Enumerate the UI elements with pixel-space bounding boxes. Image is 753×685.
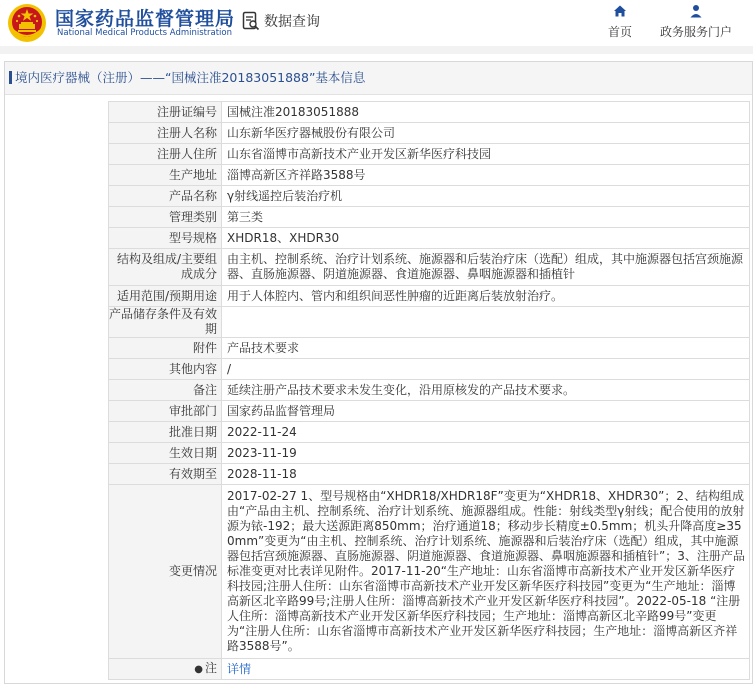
field-label: 型号规格 xyxy=(109,228,222,249)
field-label: 审批部门 xyxy=(109,401,222,422)
table-row xyxy=(109,443,750,464)
field-value: 国械注准20183051888 xyxy=(222,102,750,123)
field-label: 注册人名称 xyxy=(109,123,222,144)
table-row xyxy=(109,338,750,359)
field-value: 产品技术要求 xyxy=(222,338,750,359)
table-row xyxy=(109,186,750,207)
user-icon xyxy=(689,4,703,18)
brand-name-cn[interactable]: 国家药品监督管理局 xyxy=(55,8,236,30)
site-header xyxy=(0,0,753,46)
nav-service-portal-label: 政务服务门户 xyxy=(659,25,732,39)
field-label: 管理类别 xyxy=(109,207,222,228)
nav-home[interactable] xyxy=(603,4,637,40)
table-row xyxy=(109,380,750,401)
field-label: 产品名称 xyxy=(109,186,222,207)
table-row xyxy=(109,102,750,123)
table-row xyxy=(109,249,750,286)
panel-title-text: 境内医疗器械（注册）——“国械注准20183051888”基本信息 xyxy=(15,70,366,85)
field-value: 第三类 xyxy=(222,207,750,228)
note-label xyxy=(109,659,222,680)
data-query-title xyxy=(242,9,320,33)
field-value: 2017-02-27 1、型号规格由“XHDR18/XHDR18F”变更为“XHDR18、XHDR30”；2、结构组成由“产品由主机、控制系统、治疗计划系统、施源器组成。性能：射线类型γ射线；配合使用的放射源为铱-192；最大送源距离850mm；治疗通道18；移动步长精度±0.5mm；机头升降高度≥350mm”变更为“由主机、控制系统、治疗计划系统、施源器和后装治疗床（选配）组成，其中施源器包括宫颈施源器、直肠施源器、阴道施源器、食道施源器、鼻咽施源器和插植针”；3、注册产品标准变更对比表详见附件。2017-11-20“生产地址：山东省淄博市高新技术产业开发区新华医疗科技园;注册人住所：山东省淄博市高新技术产业开发区新华医疗科技园”变更为“生产地址：淄博高新区北辛路99号;注册人住所：淄博高新技术产业开发区新华医疗科技园”。2022-05-18 “注册人住所：淄博高新技术产业开发区新华医疗科技园；生产地址：淄博高新区北辛路99号”变更为“注册人住所：山东省淄博市高新技术产业开发区新华医疗科技园；生产地址：淄博高新区齐祥路3588号”。 xyxy=(222,485,750,659)
pin-icon: ● xyxy=(194,664,203,675)
field-value: γ射线遥控后装治疗机 xyxy=(222,186,750,207)
home-icon xyxy=(613,4,627,18)
field-label: 结构及组成/主要组成成分 xyxy=(109,249,222,286)
table-row xyxy=(109,464,750,485)
panel-title xyxy=(5,62,752,95)
field-value: 淄博高新区齐祥路3588号 xyxy=(222,165,750,186)
field-value: 山东新华医疗器械股份有限公司 xyxy=(222,123,750,144)
table-row xyxy=(109,228,750,249)
field-value: / xyxy=(222,359,750,380)
table-row xyxy=(109,401,750,422)
field-value: 国家药品监督管理局 xyxy=(222,401,750,422)
data-query-label: 数据查询 xyxy=(264,14,320,30)
field-label: 适用范围/预期用途 xyxy=(109,286,222,307)
field-label: 批准日期 xyxy=(109,422,222,443)
field-label: 附件 xyxy=(109,338,222,359)
field-label: 注册证编号 xyxy=(109,102,222,123)
field-value xyxy=(222,307,750,338)
table-row-note xyxy=(109,659,750,680)
field-value: 山东省淄博市高新技术产业开发区新华医疗科技园 xyxy=(222,144,750,165)
note-label-text: 注 xyxy=(204,661,217,675)
details-link[interactable]: 详情 xyxy=(227,661,252,676)
field-value: 2028-11-18 xyxy=(222,464,750,485)
table-row xyxy=(109,286,750,307)
field-label: 变更情况 xyxy=(109,485,222,659)
panel-title-marker xyxy=(9,71,12,84)
field-value: 延续注册产品技术要求未发生变化，沿用原核发的产品技术要求。 xyxy=(222,380,750,401)
field-value: 由主机、控制系统、治疗计划系统、施源器和后装治疗床（选配）组成，其中施源器包括宫颈施源器、直肠施源器、阴道施源器、食道施源器、鼻咽施源器和插植针 xyxy=(222,249,750,286)
field-value: 2022-11-24 xyxy=(222,422,750,443)
table-row xyxy=(109,359,750,380)
field-label: 生效日期 xyxy=(109,443,222,464)
table-row xyxy=(109,123,750,144)
nav-home-label: 首页 xyxy=(607,25,632,39)
table-row xyxy=(109,307,750,338)
registration-info-table xyxy=(108,101,750,680)
table-row xyxy=(109,144,750,165)
field-label: 备注 xyxy=(109,380,222,401)
nav-service-portal[interactable] xyxy=(656,4,736,40)
table-row xyxy=(109,485,750,659)
national-emblem-icon[interactable] xyxy=(7,3,47,43)
table-row xyxy=(109,165,750,186)
note-value xyxy=(222,659,750,680)
field-label: 生产地址 xyxy=(109,165,222,186)
field-label: 产品储存条件及有效期 xyxy=(109,307,222,338)
field-label: 注册人住所 xyxy=(109,144,222,165)
field-value: 2023-11-19 xyxy=(222,443,750,464)
detail-panel xyxy=(4,61,753,684)
field-value: 用于人体腔内、管内和组织间恶性肿瘤的近距离后装放射治疗。 xyxy=(222,286,750,307)
header-separator xyxy=(0,46,753,54)
table-row xyxy=(109,207,750,228)
field-label: 有效期至 xyxy=(109,464,222,485)
table-row xyxy=(109,422,750,443)
field-value: XHDR18、XHDR30 xyxy=(222,228,750,249)
field-label: 其他内容 xyxy=(109,359,222,380)
database-search-icon xyxy=(242,11,260,31)
brand-name-en: National Medical Products Administration xyxy=(57,28,232,38)
